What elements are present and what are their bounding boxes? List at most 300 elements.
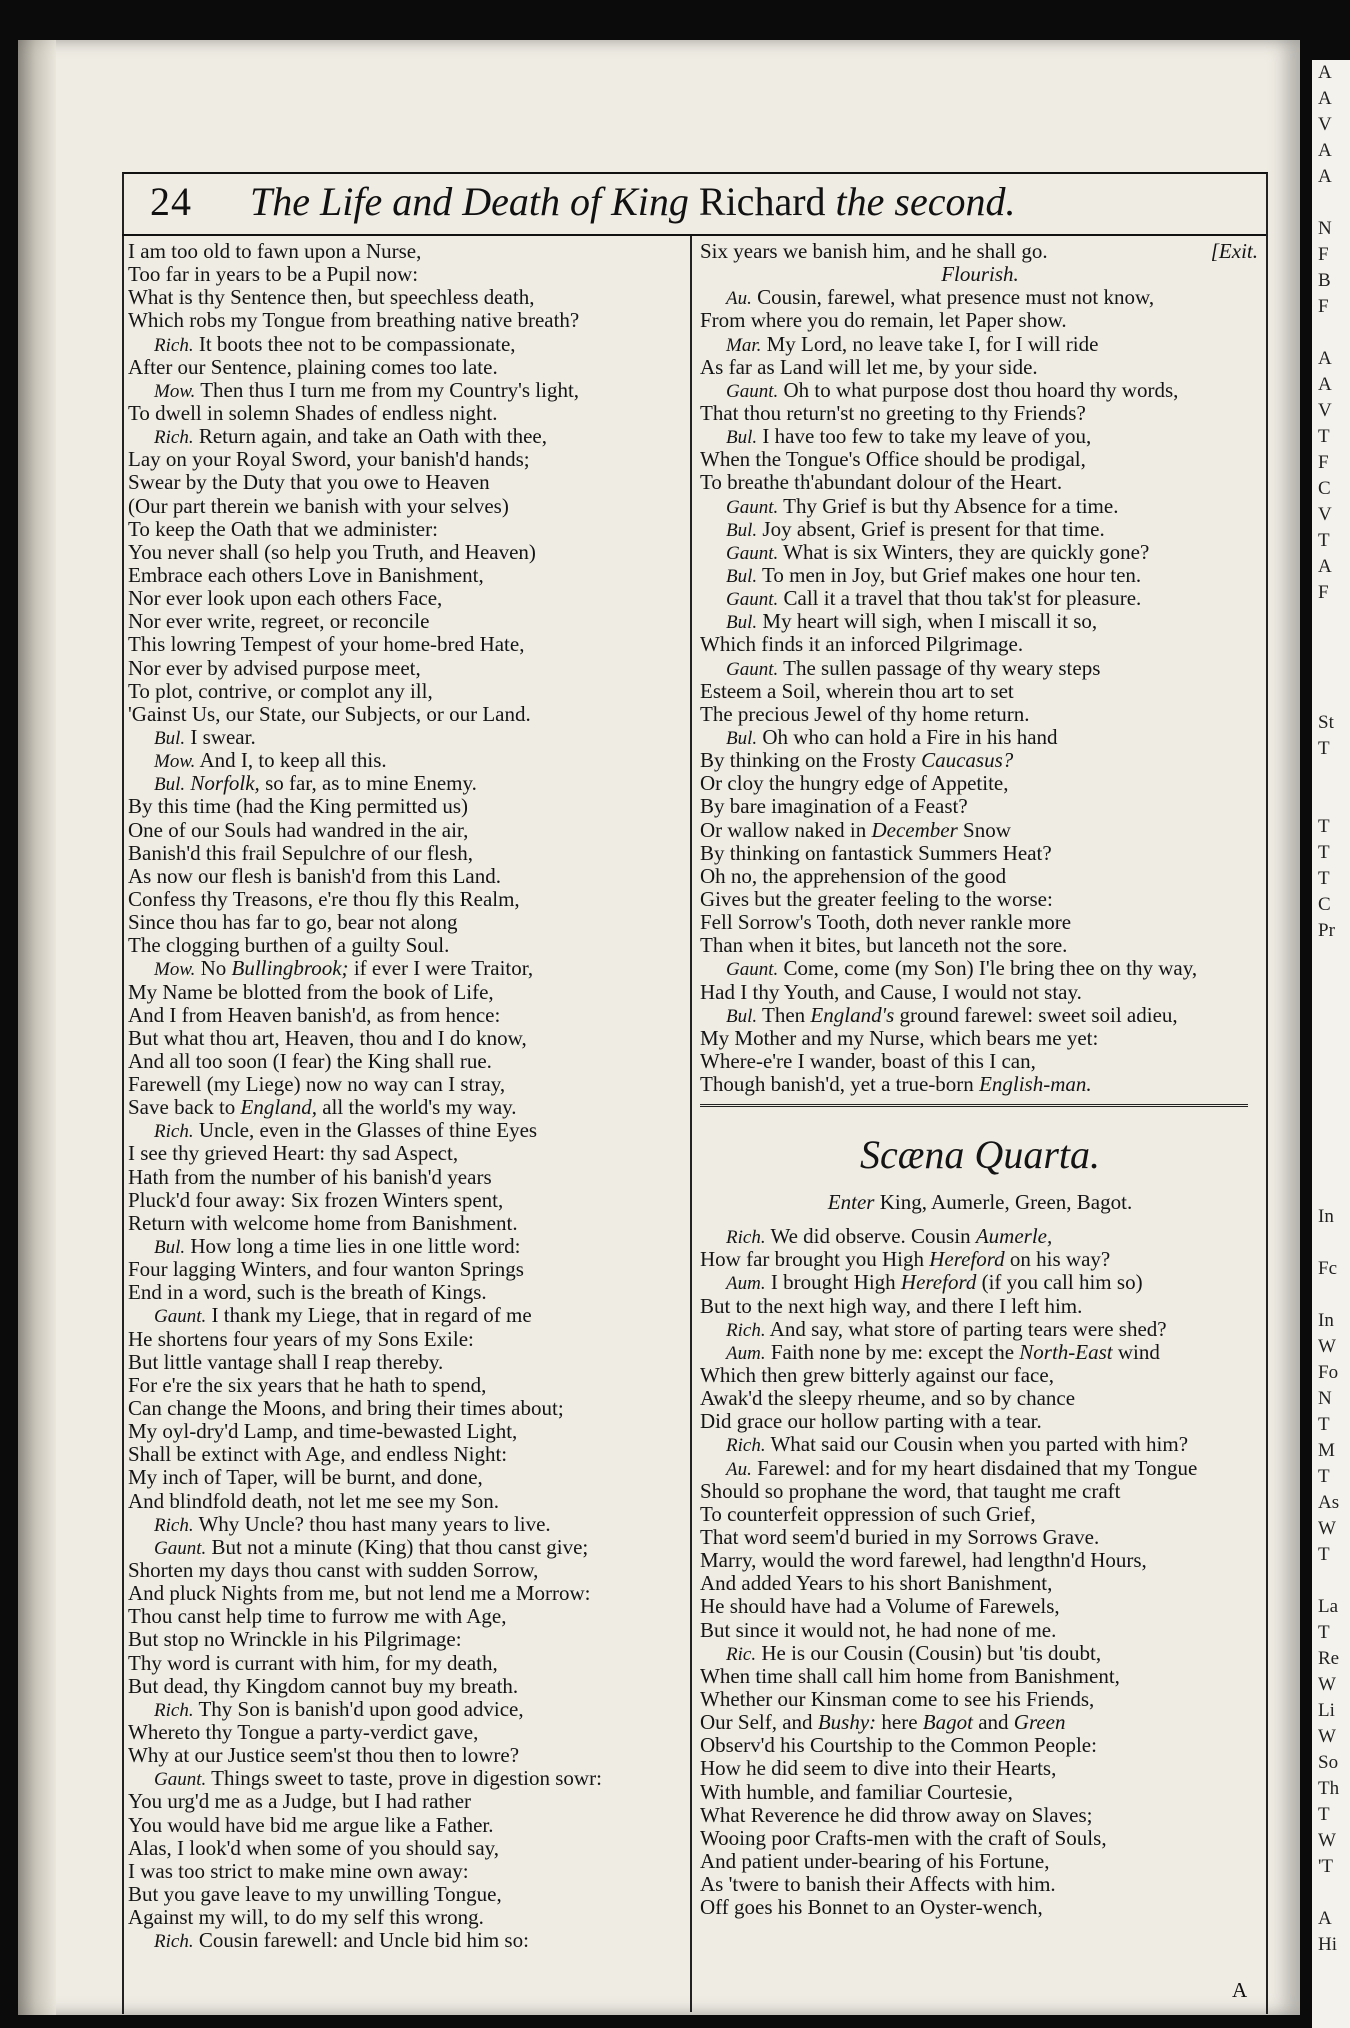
right-column <box>700 240 1260 1919</box>
line-text: Call it a travel that thou tak'st for pleasure. <box>783 587 1142 611</box>
verse-line <box>700 518 1260 541</box>
verse-line <box>128 1189 680 1212</box>
line-text: And say, what store of parting tears were shed? <box>769 1317 1167 1341</box>
verse-line <box>128 425 680 448</box>
line-text: But you gave leave to my unwilling Tongue, <box>128 1882 502 1906</box>
facing-page-fragment: A <box>1318 374 1332 395</box>
verse-line <box>128 1050 680 1073</box>
speaker-name: Gaunt. <box>726 380 779 402</box>
line-text: I swear. <box>190 725 256 749</box>
line-text: The clogging burthen of a guilty Soul. <box>128 934 450 958</box>
speaker-name: Rich. <box>154 334 194 356</box>
right-column-bottom <box>700 1225 1260 1919</box>
title-part-2: Richard <box>698 179 826 224</box>
verse-line <box>700 934 1260 957</box>
facing-page-fragment: N <box>1318 218 1332 239</box>
line-text: We did observe. Cousin <box>770 1225 971 1249</box>
verse-line <box>700 726 1260 749</box>
line-text: And patient under-bearing of his Fortune, <box>700 1850 1050 1873</box>
facing-page-fragment: St <box>1318 712 1334 733</box>
verse-line <box>700 749 1260 772</box>
facing-page-fragment: V <box>1318 114 1332 135</box>
line-text: But to the next high way, and there I left him. <box>700 1294 1083 1318</box>
verse-line <box>700 1549 1260 1572</box>
line-text: To breathe th'abundant dolour of the Heart. <box>700 471 1063 495</box>
line-text: The precious Jewel of thy home return. <box>700 702 1030 726</box>
facing-page-fragment: T <box>1318 1466 1330 1487</box>
verse-line <box>128 333 680 356</box>
verse-line <box>128 657 680 680</box>
line-text: When the Tongue's Office should be prodigal, <box>700 448 1086 472</box>
speaker-name: Gaunt. <box>726 959 779 981</box>
line-text: Shall be extinct with Age, and endless Night: <box>128 1443 508 1467</box>
line-text: Embrace each others Love in Banishment, <box>128 563 484 587</box>
line-text: Observ'd his Courtship to the Common People: <box>700 1734 1097 1758</box>
line-text: Joy absent, Grief is present for that time. <box>762 517 1105 541</box>
line-text: Cousin farewell: and Uncle bid him so: <box>198 1929 529 1953</box>
verse-line <box>700 1364 1260 1387</box>
facing-page-fragment <box>1312 1022 1350 1048</box>
facing-page-fragment <box>1312 606 1350 632</box>
line-text: Which robs my Tongue from breathing native breath? <box>128 309 580 333</box>
line-text: Should so prophane the word, that taught me craft <box>700 1479 1121 1503</box>
verse-line <box>128 1328 680 1351</box>
verse-line <box>700 1027 1260 1050</box>
italic-name: Bullingbrook; <box>231 957 349 981</box>
speaker-name: Rich. <box>726 1435 766 1457</box>
page-header <box>150 178 1260 238</box>
line-text: But little vantage shall I reap thereby. <box>128 1350 444 1374</box>
verse-line <box>700 587 1260 610</box>
verse-line <box>128 1397 680 1420</box>
verse-line <box>700 1619 1260 1642</box>
line-text: What said our Cousin when you parted with him? <box>770 1433 1189 1457</box>
line-text: Nor ever by advised purpose meet, <box>128 656 421 680</box>
verse-line <box>700 1225 1260 1248</box>
verse-line <box>128 1374 680 1397</box>
italic-name: Green <box>1013 1711 1066 1735</box>
line-text: Alas, I look'd when some of you should say, <box>128 1836 500 1860</box>
line-text: Off goes his Bonnet to an Oyster-wench, <box>700 1896 1043 1920</box>
verse-line <box>700 772 1260 795</box>
facing-page-fragment <box>1312 684 1350 710</box>
line-text: Six years we banish him, and he shall go. <box>700 240 1048 263</box>
verse-line <box>700 1457 1260 1480</box>
facing-page-fragment: T <box>1318 1414 1330 1435</box>
line-text: Nor ever look upon each others Face, <box>128 587 443 611</box>
line-text: After our Sentence, plaining comes too late. <box>128 355 498 379</box>
line-text: (Our part therein we banish with your selves) <box>128 494 509 518</box>
verse-line <box>128 1304 680 1327</box>
line-text: Farewell (my Liege) now no way can I stray, <box>128 1073 506 1097</box>
line-text: Marry, would the word farewel, had lengthn'd Hours, <box>700 1549 1147 1573</box>
verse-line <box>128 1258 680 1281</box>
line-text: What Reverence he did throw away on Slaves; <box>700 1803 1093 1827</box>
verse-line <box>700 1318 1260 1341</box>
speaker-name: Gaunt. <box>154 1769 207 1791</box>
scene-title: Scæna Quarta. <box>860 1132 1100 1178</box>
line-text: Whether our Kinsman come to see his Friends, <box>700 1688 1095 1712</box>
line-text: Cousin, farewel, what presence must not know, <box>757 286 1155 310</box>
verse-line <box>700 333 1260 356</box>
facing-page-fragment <box>1312 1048 1350 1074</box>
verse-line <box>700 1004 1260 1027</box>
facing-page-fragment: So <box>1318 1752 1339 1773</box>
verse-line <box>128 402 680 425</box>
verse-line <box>700 1688 1260 1711</box>
line-text: As now our flesh is banish'd from this Land. <box>128 864 501 888</box>
facing-page-fragment <box>1312 1152 1350 1178</box>
verse-line <box>128 749 680 772</box>
facing-page-fragment: A <box>1318 140 1332 161</box>
line-text: 'Gainst Us, our State, our Subjects, or our Land. <box>128 702 531 726</box>
facing-page-fragment: A <box>1318 348 1332 369</box>
line-text: Farewel: and for my heart disdained that my Tongue <box>757 1456 1198 1480</box>
facing-page-fragment: A <box>1318 62 1332 83</box>
verse-line <box>700 1781 1260 1804</box>
line-text: How far brought you High <box>700 1248 924 1272</box>
line-text: Which then grew bitterly against our face, <box>700 1364 1054 1388</box>
line-text: Oh no, the apprehension of the good <box>700 864 1007 888</box>
facing-page-fragment: Th <box>1318 1778 1340 1799</box>
verse-line <box>128 1628 680 1651</box>
facing-page-fragment: La <box>1318 1596 1339 1617</box>
facing-page-fragment: T <box>1318 738 1330 759</box>
header-rule <box>122 234 1266 236</box>
line-text: My Name be blotted from the book of Life, <box>128 980 494 1004</box>
facing-page-fragment <box>1312 1568 1350 1594</box>
running-title <box>250 178 1015 225</box>
line-text: Shorten my days thou canst with sudden Sorrow, <box>128 1559 539 1583</box>
facing-page-fragment: T <box>1318 842 1330 863</box>
line-text: Then thus I turn me from my Country's light, <box>200 378 580 402</box>
verse-line <box>128 286 680 309</box>
line-text: Can change the Moons, and bring their times about; <box>128 1397 564 1421</box>
verse-line <box>700 402 1260 425</box>
verse-line <box>700 1665 1260 1688</box>
verse-line <box>128 1790 680 1813</box>
facing-page-fragment: T <box>1318 868 1330 889</box>
verse-line <box>128 1721 680 1744</box>
verse-line <box>128 263 680 286</box>
line-text: What is thy Sentence then, but speechless death, <box>128 286 535 310</box>
speaker-name: Rich. <box>726 1227 766 1249</box>
verse-line <box>128 703 680 726</box>
line-text: Uncle, even in the Glasses of thine Eyes <box>198 1119 538 1143</box>
speaker-name: Bul. <box>154 727 186 749</box>
line-text: To dwell in solemn Shades of endless night. <box>128 401 498 425</box>
line-text: Four lagging Winters, and four wanton Springs <box>128 1258 524 1282</box>
line-text: Confess thy Treasons, e're thou fly this Realm, <box>128 887 520 911</box>
facing-page-edge <box>1312 60 1350 2028</box>
facing-page-fragment: 'T <box>1318 1856 1334 1877</box>
facing-page-fragment <box>1312 996 1350 1022</box>
line-text: To men in Joy, but Grief makes one hour ten. <box>762 563 1142 587</box>
line-text: My Mother and my Nurse, which bears me yet: <box>700 1026 1099 1050</box>
facing-page-fragment: In <box>1318 1310 1334 1331</box>
verse-line <box>128 1605 680 1628</box>
speaker-name: Rich. <box>726 1319 766 1341</box>
line-text: Wooing poor Crafts-men with the craft of Souls, <box>700 1826 1107 1850</box>
line-text: That thou return'st no greeting to thy Friends? <box>700 401 1086 425</box>
title-part-1: The Life and Death of King <box>250 179 699 224</box>
speaker-name: Au. <box>726 288 752 310</box>
verse-line <box>700 1387 1260 1410</box>
line-text: The sullen passage of thy weary steps <box>783 656 1101 680</box>
verse-line <box>128 1281 680 1304</box>
line-text: This lowring Tempest of your home-bred Hate, <box>128 633 525 657</box>
verse-line <box>128 1906 680 1929</box>
italic-name: English-man. <box>979 1073 1092 1097</box>
verse-line <box>128 471 680 494</box>
line-text: Than when it bites, but lanceth not the sore. <box>700 934 1068 958</box>
facing-page-fragment <box>1312 1230 1350 1256</box>
verse-line <box>700 425 1260 448</box>
speaker-name: Bul. <box>726 727 758 749</box>
verse-line <box>128 633 680 656</box>
verse-line <box>128 981 680 1004</box>
verse-line <box>128 1073 680 1096</box>
line-text: I was too strict to make mine own away: <box>128 1859 469 1883</box>
line-text: He should have had a Volume of Farewels, <box>700 1595 1060 1619</box>
line-text: Why at our Justice seem'st thou then to lowre? <box>128 1744 520 1768</box>
line-text: No <box>200 957 227 981</box>
verse-line <box>700 1827 1260 1850</box>
line-text: Had I thy Youth, and Cause, I would not stay. <box>700 980 1082 1004</box>
line-text: I see thy grieved Heart: thy sad Aspect, <box>128 1142 459 1166</box>
speaker-name: Bul. <box>726 519 758 541</box>
verse-line <box>128 1675 680 1698</box>
line-text: I thank my Liege, that in regard of me <box>211 1304 532 1328</box>
verse-line <box>700 379 1260 402</box>
facing-page-fragment <box>1312 1100 1350 1126</box>
verse-line <box>128 356 680 379</box>
verse-line <box>700 1711 1260 1734</box>
facing-page-fragment: T <box>1318 530 1330 551</box>
line-text: How he did seem to dive into their Hearts, <box>700 1757 1057 1781</box>
facing-page-fragment: N <box>1318 1388 1332 1409</box>
line-text: When time shall call him home from Banishment, <box>700 1664 1120 1688</box>
verse-line <box>128 1744 680 1767</box>
line-text: Fell Sorrow's Tooth, doth never rankle more <box>700 911 1072 935</box>
verse-line <box>700 1896 1260 1919</box>
verse-line <box>128 495 680 518</box>
facing-page-fragment: A <box>1318 556 1332 577</box>
verse-line <box>700 842 1260 865</box>
italic-name: Caucasus? <box>921 749 1014 773</box>
line-text: And all too soon (I fear) the King shall rue. <box>128 1049 492 1073</box>
speaker-name: Gaunt. <box>726 496 779 518</box>
facing-page-fragment: W <box>1318 1726 1336 1747</box>
verse-line <box>700 1410 1260 1433</box>
catchword: A <box>1232 1978 1248 2002</box>
page-binding-shadow <box>18 40 56 2015</box>
facing-page-fragment: W <box>1318 1830 1336 1851</box>
verse-line <box>128 888 680 911</box>
facing-page-fragment <box>1312 1126 1350 1152</box>
facing-page-fragment: F <box>1318 296 1329 317</box>
facing-page-fragment: Hi <box>1318 1934 1337 1955</box>
line-text: Come, come (my Son) I'le bring thee on thy way, <box>783 957 1198 981</box>
facing-page-fragment: In <box>1318 1206 1334 1227</box>
speaker-name: Rich. <box>154 427 194 449</box>
verse-line <box>128 1837 680 1860</box>
verse-line <box>128 448 680 471</box>
facing-page-fragment <box>1312 762 1350 788</box>
line-text: You never shall (so help you Truth, and Heaven) <box>128 540 536 564</box>
line-text: Which finds it an inforced Pilgrimage. <box>700 633 1024 657</box>
speaker-name: Mar. <box>726 334 762 356</box>
line-text: And I, to keep all this. <box>199 749 387 773</box>
line-text: if ever I were Traitor, <box>353 957 534 981</box>
line-text: Swear by the Duty that you owe to Heaven <box>128 471 490 495</box>
facing-page-fragment <box>1312 1282 1350 1308</box>
line-text: and <box>978 1711 1009 1735</box>
facing-page-fragment: Fc <box>1318 1258 1337 1279</box>
line-text: As far as Land will let me, by your side. <box>700 355 1038 379</box>
verse-line <box>700 1433 1260 1456</box>
verse-line <box>128 587 680 610</box>
facing-page-fragment: V <box>1318 400 1332 421</box>
facing-page-fragment <box>1312 190 1350 216</box>
line-text: Then <box>762 1003 806 1027</box>
verse-line <box>128 240 680 263</box>
verse-line <box>128 819 680 842</box>
line-text: That word seem'd buried in my Sorrows Grave. <box>700 1526 1100 1550</box>
facing-page-fragment <box>1312 944 1350 970</box>
verse-line <box>128 1004 680 1027</box>
verse-line <box>700 1850 1260 1873</box>
speaker-name: Rich. <box>154 1121 194 1143</box>
verse-line <box>128 865 680 888</box>
line-text: You urg'd me as a Judge, but I had rather <box>128 1790 472 1814</box>
verse-line <box>128 795 680 818</box>
verse-line <box>700 1341 1260 1364</box>
line-text: Banish'd this frail Sepulchre of our flesh, <box>128 841 473 865</box>
verse-line <box>128 911 680 934</box>
verse-line <box>700 1073 1260 1096</box>
speaker-name: Mow. <box>154 380 196 402</box>
facing-page-fragment: C <box>1318 894 1331 915</box>
verse-line <box>700 1526 1260 1549</box>
verse-line <box>700 1503 1260 1526</box>
line-text: I am too old to fawn upon a Nurse, <box>128 240 422 263</box>
speaker-name: Bul. <box>154 774 186 796</box>
line-text: End in a word, such is the breath of Kings. <box>128 1281 487 1305</box>
facing-page-fragment: T <box>1318 426 1330 447</box>
speaker-name: Gaunt. <box>726 542 779 564</box>
facing-page-fragment <box>1312 658 1350 684</box>
line-text: You would have bid me argue like a Father. <box>128 1813 494 1837</box>
line-text: Thy word is currant with him, for my death, <box>128 1651 498 1675</box>
line-text: And I from Heaven banish'd, as from hence: <box>128 1003 501 1027</box>
line-text: Snow <box>963 818 1011 842</box>
speaker-name: Mow. <box>154 959 196 981</box>
facing-page-fragment: F <box>1318 244 1329 265</box>
enter-characters: King, Aumerle, Green, Bagot. <box>879 1190 1133 1215</box>
speaker-name: Rich. <box>154 1514 194 1536</box>
facing-page-fragment: F <box>1318 452 1329 473</box>
line-text: Thy Grief is but thy Absence for a time. <box>783 494 1119 518</box>
line-text: Oh to what purpose dost thou hoard thy words, <box>783 378 1179 402</box>
line-text: By this time (had the King permitted us) <box>128 795 469 819</box>
verse-line <box>128 1443 680 1466</box>
facing-page-fragment: A <box>1318 88 1332 109</box>
facing-page-fragment: T <box>1318 816 1330 837</box>
line-text: ground farewel: sweet soil adieu, <box>899 1003 1178 1027</box>
verse-line <box>128 1096 680 1119</box>
verse-line <box>700 795 1260 818</box>
line-text: By thinking on fantastick Summers Heat? <box>700 841 1052 865</box>
line-text: Did grace our hollow parting with a tear. <box>700 1410 1042 1434</box>
verse-line <box>128 1027 680 1050</box>
line-text: Nor ever write, regreet, or reconcile <box>128 610 430 634</box>
facing-page-fragment <box>1312 320 1350 346</box>
speaker-name: Mow. <box>154 751 196 773</box>
italic-name: North-East <box>1019 1340 1113 1364</box>
verse-line <box>700 356 1260 379</box>
verse-line <box>700 1873 1260 1896</box>
line-text: so far, as to mine Enemy. <box>265 772 477 796</box>
facing-page-fragment: M <box>1318 1440 1335 1461</box>
line-text: Esteem a Soil, wherein thou art to set <box>700 679 1014 703</box>
facing-page-fragment: B <box>1318 270 1331 291</box>
verse-line <box>128 541 680 564</box>
line-text: But not a minute (King) that thou canst give; <box>211 1535 589 1559</box>
stage-direction-enter <box>700 1191 1260 1225</box>
verse-line <box>700 1757 1260 1780</box>
verse-line <box>128 1466 680 1489</box>
line-text: Our Self, and <box>700 1711 813 1735</box>
verse-line <box>700 1595 1260 1618</box>
line-text: Pluck'd four away: Six frozen Winters spent, <box>128 1188 504 1212</box>
verse-line <box>700 1248 1260 1271</box>
verse-line <box>700 1804 1260 1827</box>
line-text: And pluck Nights from me, but not lend me a Morrow: <box>128 1582 591 1606</box>
verse-line <box>700 703 1260 726</box>
speaker-name: Gaunt. <box>726 658 779 680</box>
verse-line <box>128 772 680 795</box>
verse-line <box>700 471 1260 494</box>
verse-line <box>700 564 1260 587</box>
enter-label: Enter <box>827 1190 875 1215</box>
verse-line <box>128 1860 680 1883</box>
stage-direction: Flourish. <box>941 263 1019 287</box>
facing-page-fragment: T <box>1318 1804 1330 1825</box>
line-text: With humble, and familiar Courtesie, <box>700 1780 1013 1804</box>
speaker-name: Rich. <box>154 1699 194 1721</box>
line-text: To plot, contrive, or complot any ill, <box>128 679 433 703</box>
line-text: I brought High <box>770 1271 896 1295</box>
line-text: To keep the Oath that we administer: <box>128 517 438 541</box>
line-text: My Lord, no leave take I, for I will ride <box>766 332 1099 356</box>
line-text: Oh who can hold a Fire in his hand <box>762 725 1058 749</box>
verse-line <box>700 495 1260 518</box>
verse-line <box>700 1271 1260 1294</box>
verse-line <box>128 610 680 633</box>
verse-line <box>128 1142 680 1165</box>
speaker-name: Gaunt. <box>154 1537 207 1559</box>
speaker-name: Aum. <box>726 1273 766 1295</box>
line-text: Lay on your Royal Sword, your banish'd hands; <box>128 448 530 472</box>
facing-page-fragment: As <box>1318 1492 1340 1513</box>
verse-line <box>700 633 1260 656</box>
line-text: It boots thee not to be compassionate, <box>198 332 516 356</box>
verse-line <box>128 1814 680 1837</box>
line-text: here <box>881 1711 918 1735</box>
facing-page-fragment <box>1312 1880 1350 1906</box>
verse-line <box>700 1642 1260 1665</box>
